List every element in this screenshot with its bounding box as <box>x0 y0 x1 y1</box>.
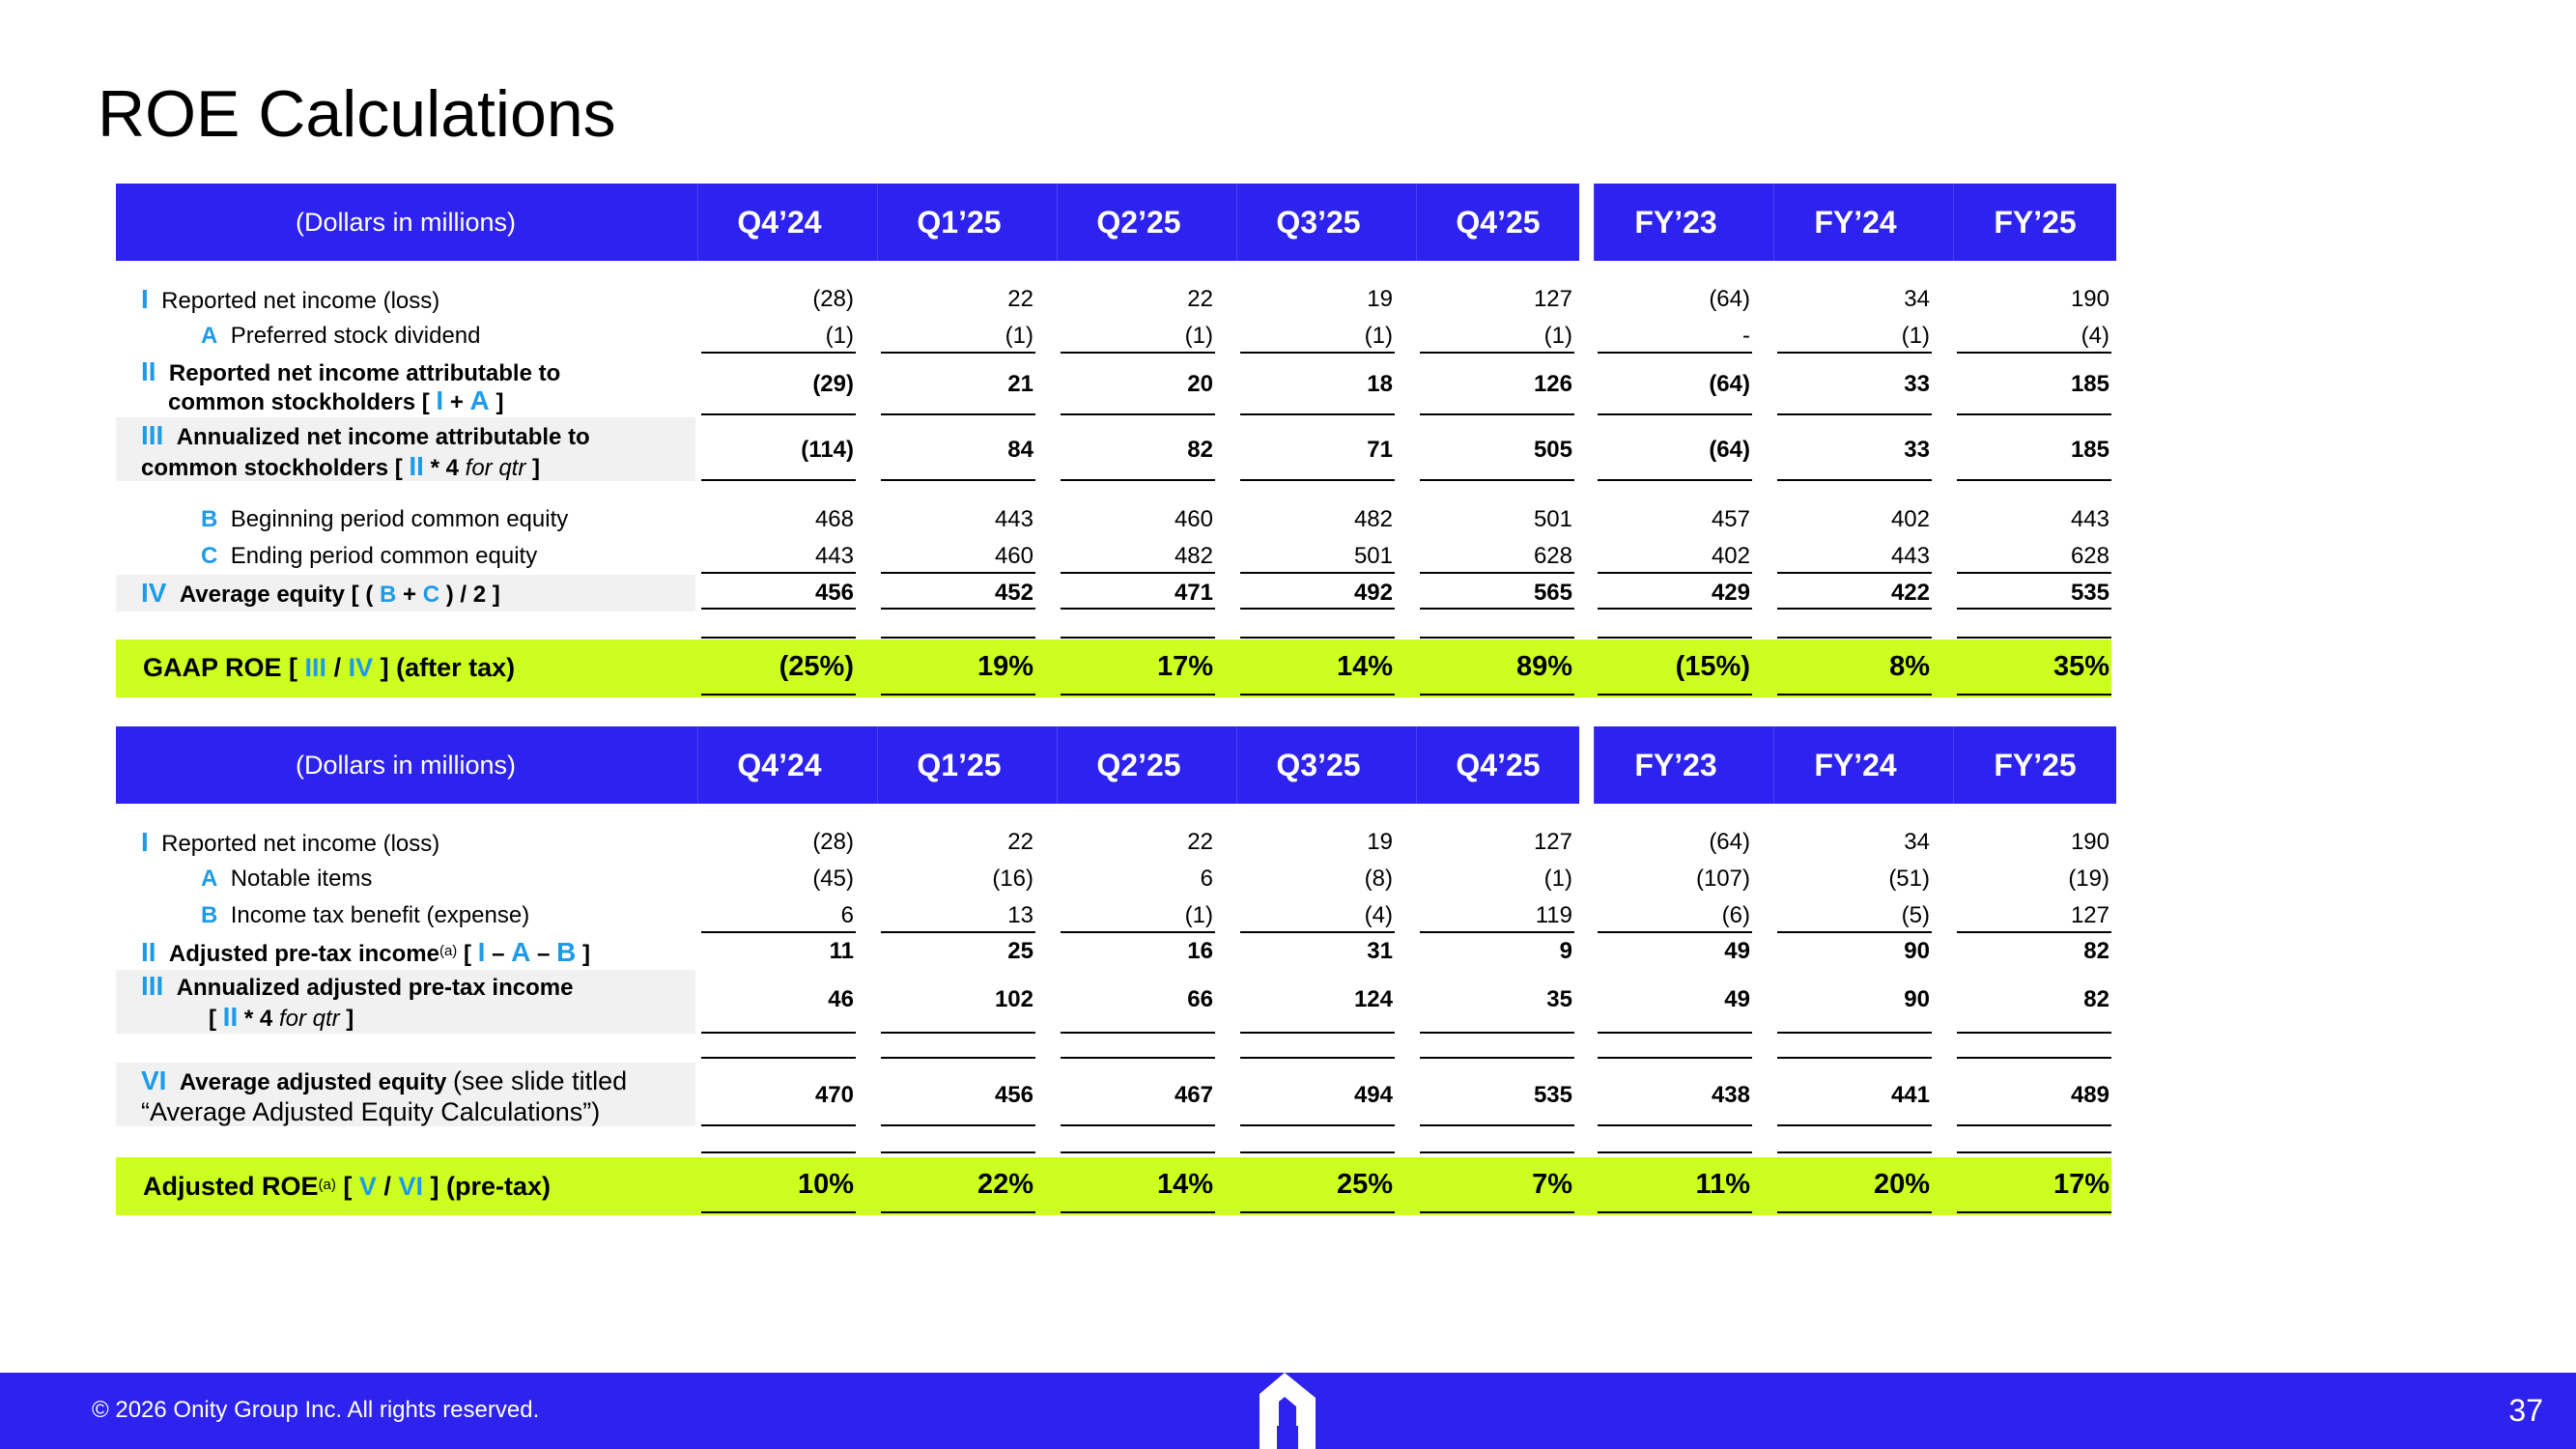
table-cell: (1) <box>1184 902 1213 928</box>
table-cell: (29) <box>812 371 854 397</box>
table-cell: 11% <box>1695 1169 1750 1200</box>
table-cell: 9 <box>1559 938 1572 964</box>
table-cell: 34 <box>1904 829 1930 855</box>
underline-rule <box>1420 479 1574 481</box>
underline-rule <box>1957 1211 2111 1213</box>
table-cell: 482 <box>1174 543 1213 569</box>
underline-rule <box>1598 479 1752 481</box>
underline-rule <box>1598 1124 1752 1126</box>
table-row <box>116 933 2111 970</box>
row-label-cont: common stockholders [ II * 4 for qtr ] <box>141 451 541 481</box>
row-label: VI Average adjusted equity (see slide titled <box>141 1065 628 1095</box>
table-cell: (1) <box>1901 323 1930 349</box>
underline-rule <box>1420 637 1574 639</box>
underline-rule <box>1957 637 2111 639</box>
table-cell: 8% <box>1889 651 1930 682</box>
table-cell: 46 <box>828 986 854 1012</box>
row-label: Adjusted ROE$^{(a)}$ [ V / VI ] (pre-tax) <box>143 1172 551 1201</box>
table-row <box>116 825 2111 860</box>
table-cell: 501 <box>1533 506 1572 532</box>
underline-rule <box>701 694 856 696</box>
table-cell: 438 <box>1711 1082 1750 1108</box>
table-header <box>116 726 2111 804</box>
underline-rule <box>1240 694 1395 696</box>
underline-rule <box>1240 572 1395 574</box>
row-label: II Adjusted pre-tax income$^{(a)}$ [ I – A – B ] <box>141 937 590 967</box>
underline-rule <box>701 1151 856 1153</box>
underline-rule <box>1061 637 1215 639</box>
table-cell: 443 <box>814 543 854 569</box>
gaap-roe-table <box>116 184 2111 705</box>
underline-rule <box>1061 694 1215 696</box>
underline-rule <box>881 1151 1035 1153</box>
row-label-cont: common stockholders [ I + A ] <box>168 385 504 415</box>
table-cell: 14% <box>1336 651 1393 682</box>
table-cell: 22 <box>1187 829 1213 855</box>
column-header: Q4’24 <box>697 184 861 261</box>
underline-rule <box>1777 1124 1932 1126</box>
column-header: Q4’25 <box>1416 184 1579 261</box>
table-cell: 185 <box>2070 437 2109 463</box>
copyright-text: © 2026 Onity Group Inc. All rights reserved. <box>92 1397 540 1423</box>
table-cell: 13 <box>1007 902 1033 928</box>
table-cell: 90 <box>1904 938 1930 964</box>
table-row <box>116 319 2111 354</box>
table-cell: (64) <box>1709 371 1750 397</box>
underline-rule <box>701 608 856 610</box>
underline-rule <box>1777 572 1932 574</box>
table-header <box>116 184 2111 261</box>
underline-rule <box>1598 1032 1752 1034</box>
underline-rule <box>1957 1057 2111 1059</box>
table-row <box>116 862 2111 896</box>
table-cell: 6 <box>840 902 854 928</box>
adjusted-roe-table <box>116 726 2111 1219</box>
table-row <box>116 575 2111 611</box>
table-row <box>116 539 2111 574</box>
underline-rule <box>1957 1124 2111 1126</box>
underline-rule <box>1777 1151 1932 1153</box>
page-number: 37 <box>2508 1393 2543 1428</box>
table-cell: 456 <box>814 580 854 606</box>
underline-rule <box>1957 572 2111 574</box>
table-cell: 127 <box>1533 829 1572 855</box>
table-cell: 89% <box>1515 651 1572 682</box>
adjusted-roe-row <box>116 1157 2111 1215</box>
table-cell: 489 <box>2070 1082 2109 1108</box>
table-cell: (64) <box>1709 829 1750 855</box>
table-cell: (15%) <box>1675 651 1750 682</box>
table-row <box>116 282 2111 317</box>
table-cell: 456 <box>994 1082 1033 1108</box>
table-cell: (28) <box>812 286 854 312</box>
table-cell: 21 <box>1007 371 1033 397</box>
underline-rule <box>881 608 1035 610</box>
table-cell: 429 <box>1711 580 1750 606</box>
underline-rule <box>1420 1032 1574 1034</box>
underline-rule <box>1240 413 1395 415</box>
table-cell: 84 <box>1007 437 1033 463</box>
table-cell: 482 <box>1353 506 1393 532</box>
underline-rule <box>1240 637 1395 639</box>
underline-rule <box>1420 1211 1574 1213</box>
underline-rule <box>1957 608 2111 610</box>
table-cell: 628 <box>1533 543 1572 569</box>
row-label: GAAP ROE [ III / IV ] (after tax) <box>143 653 516 682</box>
table-cell: 460 <box>1174 506 1213 532</box>
underline-rule <box>1420 694 1574 696</box>
table-cell: 82 <box>2083 986 2109 1012</box>
table-cell: (1) <box>1364 323 1393 349</box>
table-cell: (16) <box>992 866 1033 892</box>
column-header: FY’24 <box>1773 726 1937 804</box>
underline-rule <box>1240 1032 1395 1034</box>
underline-rule <box>1957 1151 2111 1153</box>
column-header: Q4’25 <box>1416 726 1579 804</box>
table-row <box>116 354 2111 415</box>
table-cell: 18 <box>1367 371 1393 397</box>
underline-rule <box>1777 608 1932 610</box>
underline-rule <box>1061 479 1215 481</box>
underline-rule <box>1420 1151 1574 1153</box>
underline-rule <box>881 637 1035 639</box>
underline-rule <box>1598 413 1752 415</box>
row-label: C Ending period common equity <box>201 543 538 569</box>
table-row <box>116 502 2111 537</box>
underline-rule <box>1598 694 1752 696</box>
table-cell: 19% <box>977 651 1033 682</box>
underline-rule <box>1598 1211 1752 1213</box>
column-header: Q2’25 <box>1057 184 1220 261</box>
row-label: B Income tax benefit (expense) <box>201 902 530 928</box>
table-cell: 494 <box>1353 1082 1393 1108</box>
underline-rule <box>1957 1032 2111 1034</box>
table-cell: (1) <box>1005 323 1033 349</box>
row-label: B Beginning period common equity <box>201 506 569 532</box>
underline-rule <box>881 413 1035 415</box>
column-header: Q3’25 <box>1236 726 1400 804</box>
table-cell: 7% <box>1532 1169 1572 1200</box>
underline-rule <box>1061 572 1215 574</box>
table-cell: 34 <box>1904 286 1930 312</box>
table-cell: 17% <box>2052 1169 2109 1200</box>
table-cell: 33 <box>1904 437 1930 463</box>
underline-rule <box>881 1032 1035 1034</box>
table-cell: 35 <box>1546 986 1572 1012</box>
underline-rule <box>1061 1032 1215 1034</box>
underline-rule <box>1957 479 2111 481</box>
table-cell: 127 <box>1533 286 1572 312</box>
underline-rule <box>1777 479 1932 481</box>
table-cell: 19 <box>1367 286 1393 312</box>
table-cell: 402 <box>1890 506 1930 532</box>
table-cell: (64) <box>1709 286 1750 312</box>
underline-rule <box>1240 608 1395 610</box>
table-cell: 452 <box>994 580 1033 606</box>
underline-rule <box>881 1211 1035 1213</box>
table-cell: 10% <box>797 1169 854 1200</box>
underline-rule <box>701 1211 856 1213</box>
column-header: FY’24 <box>1773 184 1937 261</box>
table-cell: 66 <box>1187 986 1213 1012</box>
row-label: A Preferred stock dividend <box>201 323 481 349</box>
table-cell: 19 <box>1367 829 1393 855</box>
gaap-roe-row <box>116 639 2111 697</box>
underline-rule <box>1420 608 1574 610</box>
table-cell: 505 <box>1533 437 1572 463</box>
column-header: Q2’25 <box>1057 726 1220 804</box>
underline-rule <box>1420 413 1574 415</box>
table-cell: 49 <box>1724 986 1750 1012</box>
table-cell: 82 <box>1187 437 1213 463</box>
underline-rule <box>1240 479 1395 481</box>
table-cell: 14% <box>1156 1169 1213 1200</box>
table-cell: 441 <box>1890 1082 1930 1108</box>
table-row <box>116 417 2111 481</box>
column-header: FY’25 <box>1953 184 2116 261</box>
table-cell: (107) <box>1695 866 1750 892</box>
table-cell: 31 <box>1367 938 1393 964</box>
underline-rule <box>701 637 856 639</box>
row-label: III Annualized adjusted pre-tax income <box>141 971 574 1001</box>
table-cell: 49 <box>1724 938 1750 964</box>
onity-logo-icon <box>1238 1373 1339 1449</box>
underline-rule <box>1598 572 1752 574</box>
row-label: III Annualized net income attributable to <box>141 420 590 450</box>
row-label: II Reported net income attributable to <box>141 356 561 386</box>
row-label: I Reported net income (loss) <box>141 284 440 314</box>
underline-rule <box>1957 413 2111 415</box>
underline-rule <box>1598 608 1752 610</box>
column-header: Q3’25 <box>1236 184 1400 261</box>
table-cell: (4) <box>1364 902 1393 928</box>
table-cell: 22 <box>1007 286 1033 312</box>
underline-rule <box>1420 572 1574 574</box>
table-cell: 467 <box>1174 1082 1213 1108</box>
table-cell: (28) <box>812 829 854 855</box>
page-title: ROE Calculations <box>98 77 616 151</box>
table-cell: (114) <box>801 437 854 463</box>
table-cell: 102 <box>994 986 1033 1012</box>
table-cell: 119 <box>1535 902 1572 928</box>
underline-rule <box>881 1057 1035 1059</box>
underline-rule <box>1777 1057 1932 1059</box>
units-label: (Dollars in millions) <box>116 184 695 261</box>
table-cell: (1) <box>825 323 854 349</box>
underline-rule <box>701 1032 856 1034</box>
underline-rule <box>1061 608 1215 610</box>
underline-rule <box>1061 413 1215 415</box>
table-cell: 82 <box>2083 938 2109 964</box>
table-cell: 535 <box>1533 1082 1572 1108</box>
table-cell: (64) <box>1709 437 1750 463</box>
table-row <box>116 970 2111 1034</box>
underline-rule <box>1777 1032 1932 1034</box>
underline-rule <box>701 1124 856 1126</box>
footer-bar <box>0 1373 2576 1449</box>
table-cell: (1) <box>1543 866 1572 892</box>
table-cell: 126 <box>1533 371 1572 397</box>
table-cell: 443 <box>994 506 1033 532</box>
row-label: I Reported net income (loss) <box>141 827 440 857</box>
underline-rule <box>1957 694 2111 696</box>
column-header: FY’23 <box>1594 184 1757 261</box>
table-cell: 124 <box>1353 986 1393 1012</box>
table-cell: 185 <box>2070 371 2109 397</box>
table-cell: 17% <box>1156 651 1213 682</box>
underline-rule <box>881 1124 1035 1126</box>
table-cell: (6) <box>1721 902 1750 928</box>
underline-rule <box>1420 1124 1574 1126</box>
table-row <box>116 1063 2111 1126</box>
underline-rule <box>1777 413 1932 415</box>
underline-rule <box>1420 1057 1574 1059</box>
table-cell: 470 <box>814 1082 854 1108</box>
table-cell: 471 <box>1174 580 1213 606</box>
table-cell: 501 <box>1353 543 1393 569</box>
underline-rule <box>1777 637 1932 639</box>
column-header: Q4’24 <box>697 726 861 804</box>
table-cell: 33 <box>1904 371 1930 397</box>
table-cell: 443 <box>2070 506 2109 532</box>
underline-rule <box>881 694 1035 696</box>
table-row <box>116 898 2111 933</box>
table-cell: 71 <box>1367 437 1393 463</box>
underline-rule <box>1598 1151 1752 1153</box>
table-cell: (1) <box>1184 323 1213 349</box>
table-cell: 492 <box>1353 580 1393 606</box>
column-header: FY’23 <box>1594 726 1757 804</box>
underline-rule <box>1777 694 1932 696</box>
table-cell: (8) <box>1364 866 1393 892</box>
units-label: (Dollars in millions) <box>116 726 695 804</box>
column-header: Q1’25 <box>877 726 1040 804</box>
table-cell: 457 <box>1711 506 1750 532</box>
underline-rule <box>1061 1211 1215 1213</box>
table-cell: (25%) <box>778 651 854 682</box>
table-cell: 190 <box>2070 286 2109 312</box>
underline-rule <box>701 572 856 574</box>
table-cell: 20 <box>1187 371 1213 397</box>
underline-rule <box>701 413 856 415</box>
row-label-cont: [ II * 4 for qtr ] <box>209 1002 354 1032</box>
table-cell: 90 <box>1904 986 1930 1012</box>
underline-rule <box>701 479 856 481</box>
column-header: FY’25 <box>1953 726 2116 804</box>
table-cell: 22 <box>1187 286 1213 312</box>
table-cell: 22 <box>1007 829 1033 855</box>
underline-rule <box>1061 1057 1215 1059</box>
table-cell: 190 <box>2070 829 2109 855</box>
underline-rule <box>1240 1151 1395 1153</box>
table-cell: (5) <box>1901 902 1930 928</box>
table-cell: 402 <box>1711 543 1750 569</box>
table-cell: (1) <box>1543 323 1572 349</box>
table-cell: 16 <box>1187 938 1213 964</box>
table-cell: 628 <box>2070 543 2109 569</box>
row-label-cont: “Average Adjusted Equity Calculations”) <box>141 1097 601 1126</box>
table-cell: (19) <box>2068 866 2109 892</box>
underline-rule <box>1061 1151 1215 1153</box>
table-cell: - <box>1742 323 1750 349</box>
row-label: IV Average equity [ ( B + C ) / 2 ] <box>141 578 500 608</box>
underline-rule <box>1061 1124 1215 1126</box>
table-cell: 127 <box>2070 902 2109 928</box>
column-header: Q1’25 <box>877 184 1040 261</box>
table-cell: 6 <box>1200 866 1213 892</box>
table-cell: 25% <box>1336 1169 1393 1200</box>
table-cell: 443 <box>1890 543 1930 569</box>
underline-rule <box>881 572 1035 574</box>
table-cell: 35% <box>2052 651 2109 682</box>
table-cell: (4) <box>2081 323 2109 349</box>
table-cell: 11 <box>829 938 854 964</box>
underline-rule <box>1240 1124 1395 1126</box>
table-cell: 535 <box>2070 580 2109 606</box>
underline-rule <box>1777 1211 1932 1213</box>
table-cell: 565 <box>1533 580 1572 606</box>
table-cell: (51) <box>1888 866 1930 892</box>
underline-rule <box>1240 1211 1395 1213</box>
underline-rule <box>1598 1057 1752 1059</box>
underline-rule <box>1240 1057 1395 1059</box>
table-cell: 25 <box>1007 938 1033 964</box>
table-cell: 20% <box>1873 1169 1930 1200</box>
table-cell: 460 <box>994 543 1033 569</box>
underline-rule <box>701 1057 856 1059</box>
row-label: A Notable items <box>201 866 373 892</box>
underline-rule <box>1598 637 1752 639</box>
table-cell: (45) <box>812 866 854 892</box>
underline-rule <box>881 479 1035 481</box>
table-cell: 422 <box>1890 580 1930 606</box>
table-cell: 468 <box>814 506 854 532</box>
table-cell: 22% <box>977 1169 1033 1200</box>
